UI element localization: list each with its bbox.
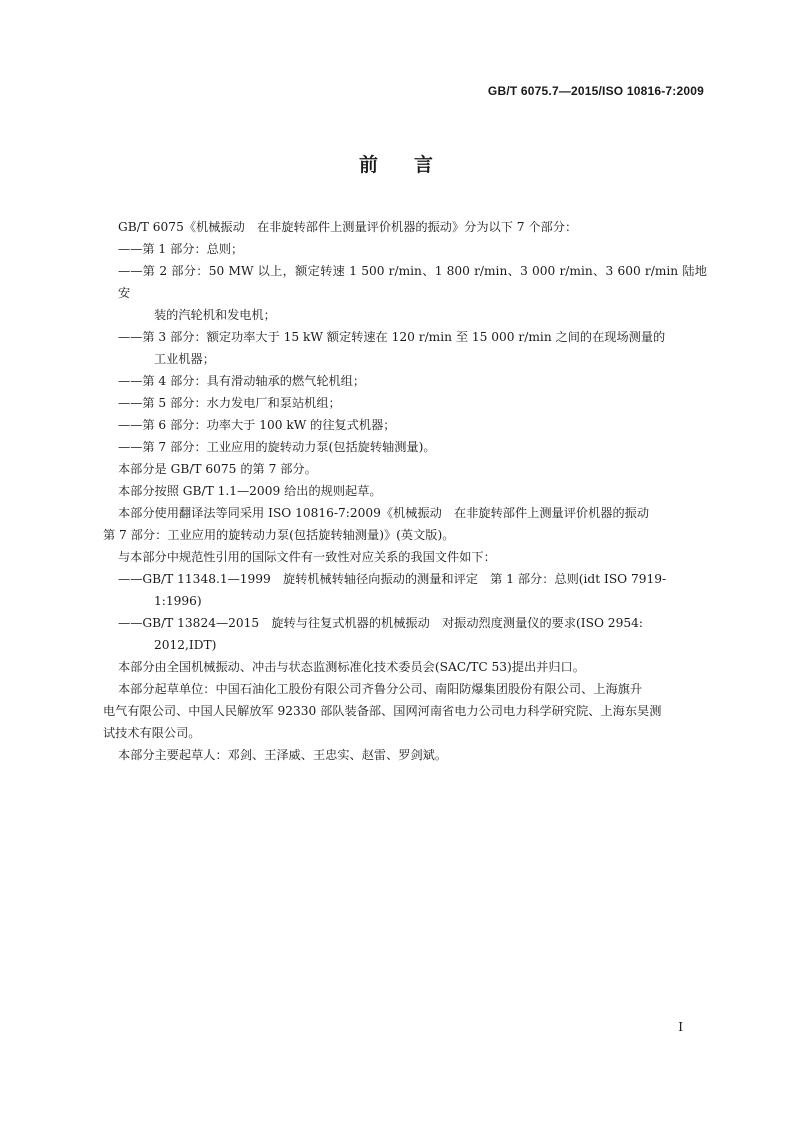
list-item-part5: [103, 392, 707, 414]
list-item-text: ——第 3 部分：额定功率大于 15 kW 额定转速在 120 r/min 至 15 000 r/min 之间的在现场测量的: [118, 330, 666, 344]
list-item-part3: [103, 326, 707, 370]
drafting-rule-paragraph: 本部分按照 GB/T 1.1—2009 给出的规则起草。: [118, 484, 382, 498]
proposed-paragraph: 本部分由全国机械振动、冲击与状态监测标准化技术委员会(SAC/TC 53)提出并归口。: [118, 660, 585, 674]
drafting-units-line-2: 电气有限公司、中国人民解放军 92330 部队装备部、国网河南省电力公司电力科学研究院、上海东昊测: [103, 704, 662, 718]
consistent-docs-intro: 与本部分中规范性引用的国际文件有一致性对应关系的我国文件如下：: [118, 550, 496, 564]
list-item-text: ——第 1 部分：总则；: [118, 242, 244, 256]
list-item-text: ——第 7 部分：工业应用的旋转动力泵(包括旋转轴测量)。: [118, 440, 436, 454]
drafting-units-line-3: 试技术有限公司。: [103, 726, 201, 740]
reference-continuation: 2012,IDT): [154, 638, 217, 652]
list-item-text: ——第 2 部分：50 MW 以上，额定转速 1 500 r/min、1 800 r/min、3 000 r/min、3 600 r/min 陆地安: [118, 264, 707, 300]
title-char-2: 言: [414, 154, 436, 176]
list-item-part1: [103, 238, 707, 260]
drafting-units-line-1: 本部分起草单位：中国石油化工股份有限公司齐鲁分公司、南阳防爆集团股份有限公司、上海旗升: [118, 682, 643, 696]
page-title: [0, 150, 794, 177]
translation-line-2: 第 7 部分：工业应用的旋转动力泵(包括旋转轴测量)》(英文版)。: [103, 528, 455, 542]
list-item-text: ——第 5 部分：水力发电厂和泵站机组；: [118, 396, 341, 410]
list-item-part6: [103, 414, 707, 436]
list-item-part4: [103, 370, 707, 392]
translation-paragraph: [103, 502, 707, 546]
drafters-paragraph: 本部分主要起草人：邓剑、王泽威、王忠实、赵雷、罗剑斌。: [118, 748, 448, 762]
list-item-continuation: 工业机器；: [154, 352, 215, 366]
this-part-paragraph: 本部分是 GB/T 6075 的第 7 部分。: [118, 462, 317, 476]
document-body: [103, 216, 707, 766]
page-number: I: [678, 1020, 683, 1034]
translation-line-1: 本部分使用翻译法等同采用 ISO 10816-7:2009《机械振动 在非旋转部件上测量评价机器的振动: [118, 506, 650, 520]
reference-text: ——GB/T 11348.1—1999 旋转机械转轴径向振动的测量和评定 第 1 部分：总则(idt ISO 7919-: [118, 572, 667, 586]
standard-code-header: GB/T 6075.7—2015/ISO 10816-7:2009: [487, 84, 704, 98]
reference-continuation: 1:1996): [154, 594, 202, 608]
drafting-units-paragraph: [103, 678, 707, 744]
reference-item-2: [103, 612, 707, 656]
reference-text: ——GB/T 13824—2015 旋转与往复式机器的机械振动 对振动烈度测量仪的要求(ISO 2954:: [118, 616, 643, 630]
list-item-part7: [103, 436, 707, 458]
reference-item-1: [103, 568, 707, 612]
list-item-part2: [103, 260, 707, 326]
list-item-text: ——第 4 部分：具有滑动轴承的燃气轮机组；: [118, 374, 366, 388]
intro-paragraph: GB/T 6075《机械振动 在非旋转部件上测量评价机器的振动》分为以下 7 个部分：: [118, 220, 578, 234]
title-char-1: 前: [358, 154, 380, 176]
list-item-text: ——第 6 部分：功率大于 100 kW 的往复式机器；: [118, 418, 396, 432]
list-item-continuation: 装的汽轮机和发电机；: [154, 308, 276, 322]
